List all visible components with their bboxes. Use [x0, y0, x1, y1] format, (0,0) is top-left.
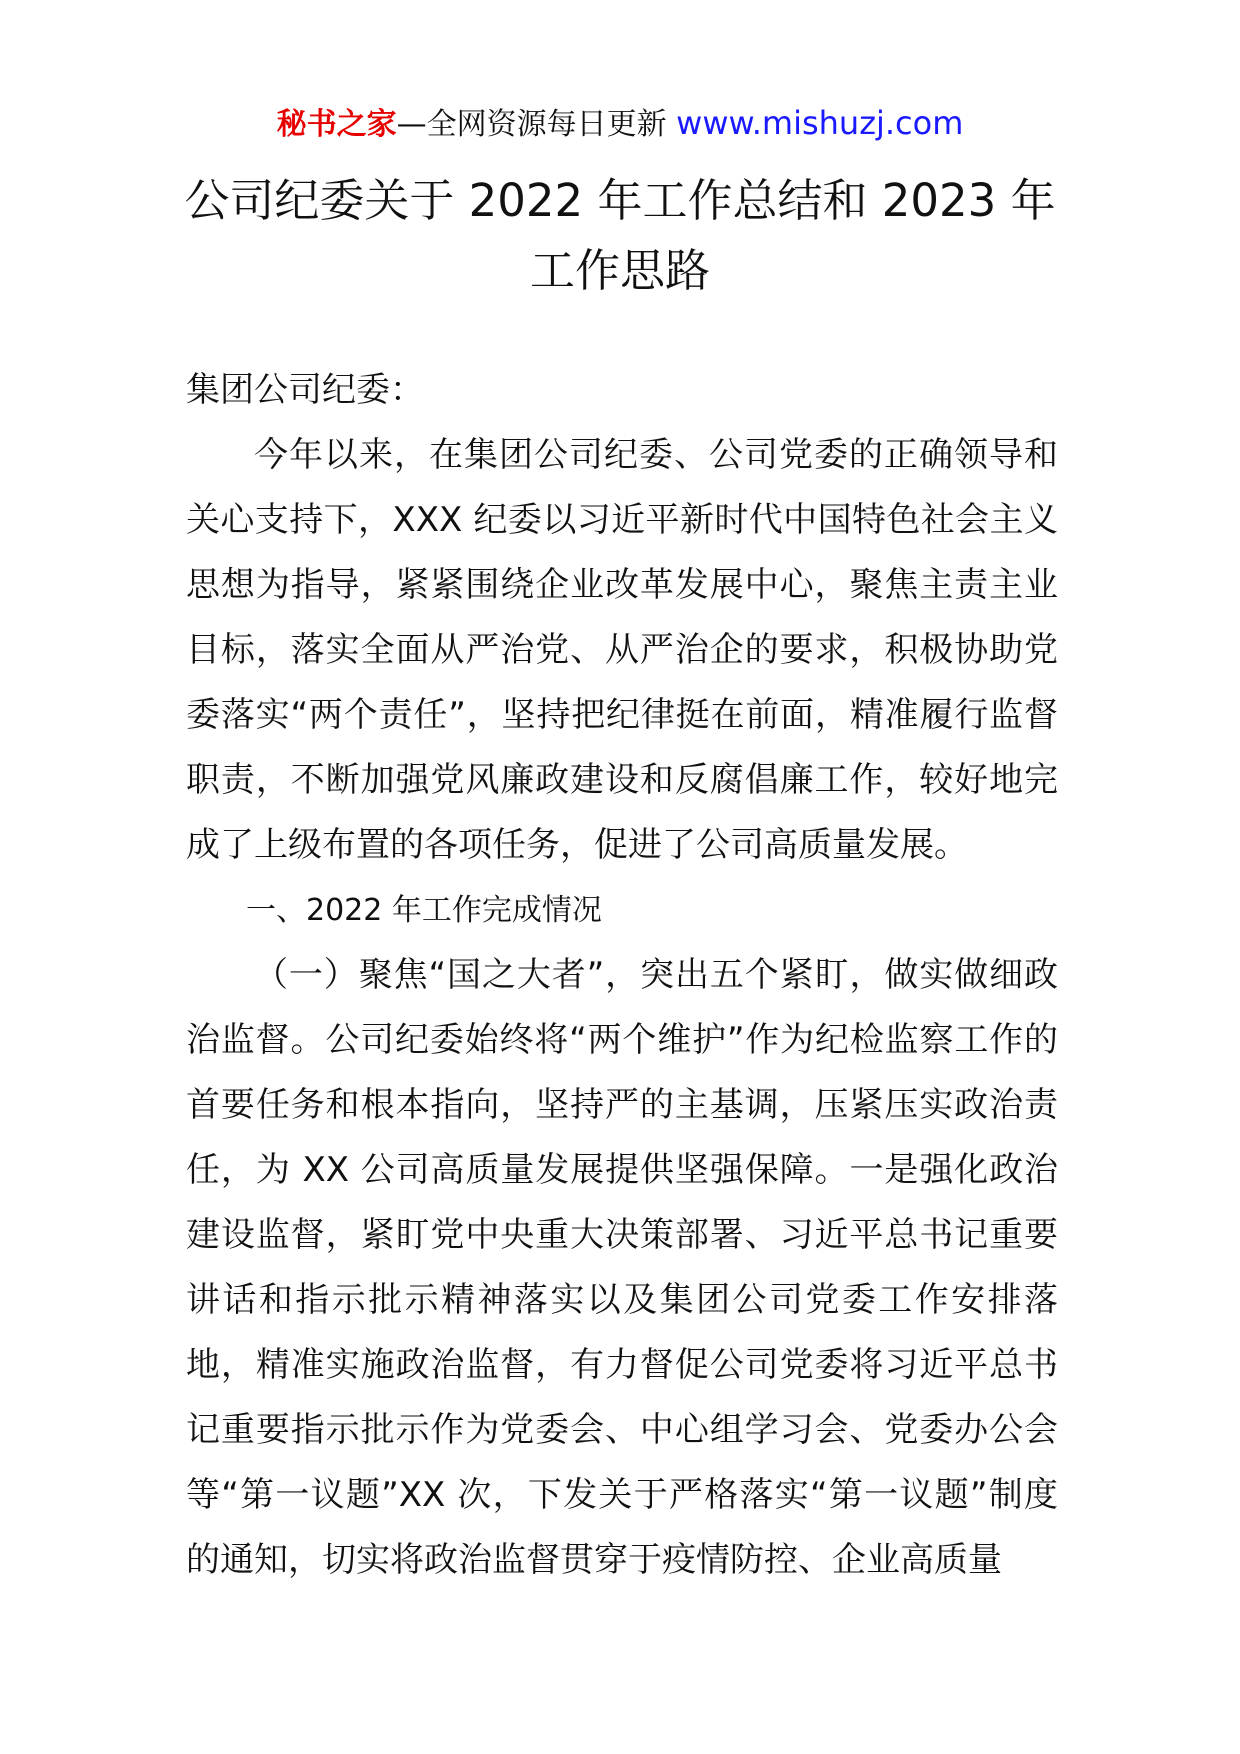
section-heading: 一、2022 年工作完成情况	[246, 893, 602, 928]
document-body	[186, 358, 1058, 1593]
intro-paragraph: 今年以来，在集团公司纪委、公司党委的正确领导和关心支持下，XXX 纪委以习近平新时代中国特色社会主义思想为指导，紧紧围绕企业改革发展中心，聚焦主责主业目标，落实全面从严治党、从严治企的要求，积极协助党委落实“两个责任”，坚持把纪律挺在前面，精准履行监督职责，不断加强党风廉政建设和反腐倡廉工作，较好地完成了上级布置的各项任务，促进了公司高质量发展。	[186, 435, 1058, 865]
site-url-link[interactable]: www.mishuzj.com	[676, 104, 964, 142]
site-header	[0, 103, 1240, 145]
title-line-1: 公司纪委关于 2022 年工作总结和 2023 年	[184, 174, 1056, 227]
section-paragraph: （一）聚焦“国之大者”，突出五个紧盯，做实做细政治监督。公司纪委始终将“两个维护”作为纪检监察工作的首要任务和根本指向，坚持严的主基调，压紧压实政治责任，为 XX 公司高质量发展提供坚强保障。一是强化政治建设监督，紧盯党中央重大决策部署、习近平总书记重要讲话和指示批示精神落实以及集团公司党委工作安排落地，精准实施政治监督，有力督促公司党委将习近平总书记重要指示批示作为党委会、中心组学习会、党委办公会等“第一议题”XX 次，下发关于严格落实“第一议题”制度的通知，切实将政治监督贯穿于疫情防控、企业高质量	[186, 955, 1058, 1580]
title-line-2: 工作思路	[529, 244, 710, 297]
site-tagline: —全网资源每日更新	[396, 107, 667, 142]
salutation: 集团公司纪委：	[186, 370, 424, 410]
document-title	[0, 166, 1240, 306]
site-brand: 秘书之家	[276, 107, 397, 142]
